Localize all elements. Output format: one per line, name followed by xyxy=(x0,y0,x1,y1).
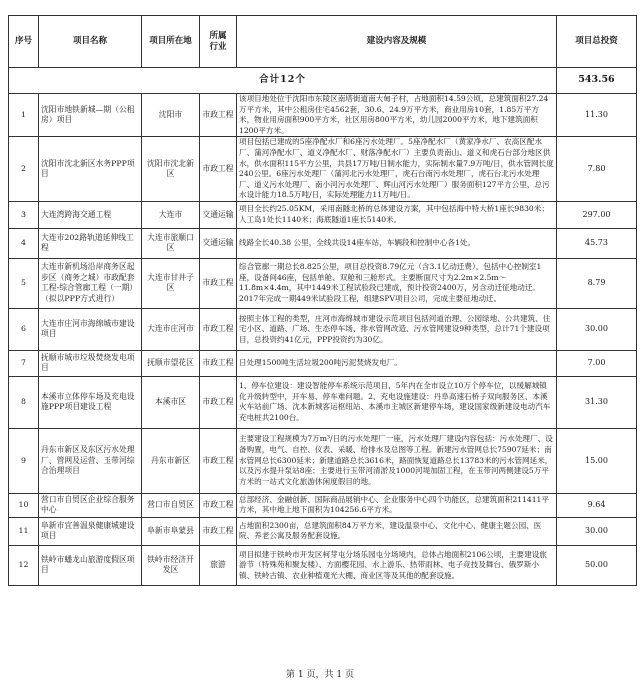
table-row xyxy=(9,428,637,493)
project-content: 线路全长40.38 公里，全线共设14座车站，车辆段和控制中心各1处。 xyxy=(237,228,557,258)
project-location: 阜新市阜蒙县 xyxy=(142,517,200,545)
project-location: 丹东市新区 xyxy=(142,428,200,493)
project-location: 营口市自贸区 xyxy=(142,493,200,517)
project-industry: 市政工程 xyxy=(200,517,237,545)
row-number: 10 xyxy=(9,493,39,517)
table-row xyxy=(9,228,637,258)
project-location: 大连市庄河市 xyxy=(142,308,200,350)
project-investment: 297.00 xyxy=(557,201,637,228)
project-location: 大连市 xyxy=(142,201,200,228)
project-content: 占地面积2300亩，总建筑面积84万平方米，建设温泉中心、文化中心、健康主题公园、医院、养老公寓及服务配套设施。 xyxy=(237,517,557,545)
table-row xyxy=(9,517,637,545)
project-industry: 市政工程 xyxy=(200,258,237,308)
table-row xyxy=(9,308,637,350)
table-row xyxy=(9,201,637,228)
project-content: 项目拟建于铁岭市开发区柯芽屯分场乐园屯分场境内，总体占地面积2106公顷，主要建设旅游节（特殊苑和聚友楼）、方面樱花园、水上游乐、热带雨林、电子竞技及舞台、俄罗斯小镇、铁岭古镇、农业种植观光大棚、商业区等及其他的配套设施。 xyxy=(237,545,557,585)
project-name: 大连市新机场沿岸商务区起步区（商务之城）市政配套工程-综合管廊工程（一期）（拟以PPP方式进行） xyxy=(39,258,142,308)
project-content: 1、停车位建设：建设智能停车系统示范项目，5年内在全市设立10万个停车位，以缓解城镇化升级转型中，开车易、停车难问题。2、充电设施建设：丹阜高速石桥子双向服务区、本溪火车站前广场、沈本新城客运枢纽站、本溪市主城区新建停车场，建设国家级新建设电动汽车充电桩共2100台。 xyxy=(237,376,557,428)
project-investment: 7.80 xyxy=(557,137,637,202)
row-number: 11 xyxy=(9,517,39,545)
row-number: 1 xyxy=(9,94,39,137)
project-content: 总部经济、金融创新、国际商品展销中心、企业服务中心四个功能区，总建筑面积211411平方米，其中地上地下面积为104256.6平方米。 xyxy=(237,493,557,517)
project-name: 丹东市新区及东区污水处理厂、管网及运营、玉带河综合治理项目 xyxy=(39,428,142,493)
project-content: 综合管廊一期总长8.825公里，项目总投资8.79亿元（含3.1亿动迁费），包括中心控制室1座，设备间46座，包括单舱、双舱和三舱形式。主要断面尺寸为2.2m×2.5m～11.8m×4.4m，其中1449米工程试验段已建成，预计投资2400万，另含动迁征地动迁。2017年完成一期449米试验段工程，组建SPV项目公司，完成主要征地动迁。 xyxy=(237,258,557,308)
project-industry: 市政工程 xyxy=(200,137,237,202)
header-name: 项目名称 xyxy=(39,16,142,68)
project-investment: 50.00 xyxy=(557,545,637,585)
project-name: 大连市庄河市海绵城市建设项目 xyxy=(39,308,142,350)
row-number: 8 xyxy=(9,376,39,428)
row-number: 4 xyxy=(9,228,39,258)
header-industry: 所属 行业 xyxy=(200,16,237,68)
row-number: 9 xyxy=(9,428,39,493)
row-number: 2 xyxy=(9,137,39,202)
project-name: 抚顺市城市垃圾焚烧发电项目 xyxy=(39,350,142,376)
table-row xyxy=(9,545,637,585)
project-table xyxy=(8,15,637,586)
table-row xyxy=(9,376,637,428)
header-location: 项目所在地 xyxy=(142,16,200,68)
project-name: 本溪市立体停车场及充电设施PPP项目建设工程 xyxy=(39,376,142,428)
project-industry: 交通运输 xyxy=(200,201,237,228)
project-investment: 15.00 xyxy=(557,428,637,493)
project-investment: 8.79 xyxy=(557,258,637,308)
table-row xyxy=(9,137,637,202)
project-industry: 市政工程 xyxy=(200,376,237,428)
project-name: 营口市自贸区企业综合服务中心 xyxy=(39,493,142,517)
project-industry: 市政工程 xyxy=(200,493,237,517)
table-row xyxy=(9,493,637,517)
project-industry: 交通运输 xyxy=(200,228,237,258)
project-location: 沈阳市 xyxy=(142,94,200,137)
project-name: 阜新市宜善温泉健康城建设项目 xyxy=(39,517,142,545)
project-investment: 31.30 xyxy=(557,376,637,428)
project-investment: 7.00 xyxy=(557,350,637,376)
row-number: 7 xyxy=(9,350,39,376)
project-content: 主要建设工程规模为7万m³/日的污水处理厂一座，污水处理厂建设内容包括：污水处理厂、设备购置，电气、自控、仪表、采暖、给排水及总图等工程。新建污水管网总长75907延米；南水管网总长6300延米；新建道路总长3616米，路面恢复道路总长13783米的污水管网延米，以及污水提升泵站8座；主要进行玉带河清淤及1000河堤加固工程，在玉带河两侧建设5万平方米的一站式文化旅游休闲度假目的地。 xyxy=(237,428,557,493)
project-name: 大连湾跨海交通工程 xyxy=(39,201,142,228)
table-row xyxy=(9,350,637,376)
project-content: 项目包括已建成的5座净配水厂和6座污水处理厂。5座净配水厂（黄家净水厂、农高区配水厂、蒲河净配水厂、道义净配水厂、财落净配水厂）主要负责南山、道义和虎石台部分地区供水，供水面积115平方公里，共县17万吨/日制水能力，实际制水量7.9万吨/日，供水管网长度240公里。6座污水处理厂（蒲河北污水处理厂，虎石台南污水处理厂，虎石台北污水处理厂、道义污水处理厂、南小河污水处理厂、辉山河污水处理厂）服务面积127平方公里，总污水设计能力18.5万吨/日，实际处理能力11万吨/日。 xyxy=(237,137,557,202)
total-label: 合计12个 xyxy=(9,68,557,94)
project-location: 大连市甘井子区 xyxy=(142,258,200,308)
project-location: 大连市旅顺口区 xyxy=(142,228,200,258)
header-content: 建设内容及规模 xyxy=(237,16,557,68)
total-row xyxy=(9,68,637,94)
project-location: 沈阳市沈北新区 xyxy=(142,137,200,202)
project-name: 沈阳市沈北新区水务PPP项目 xyxy=(39,137,142,202)
project-industry: 市政工程 xyxy=(200,94,237,137)
project-content: 项目全长约25.05KM，采用南隧北桥的总体建设方案，其中包括海中特大桥1座长9830米；人工岛1处长1140米；海底隧道1座长5140米。 xyxy=(237,201,557,228)
project-location: 铁岭市经济开发区 xyxy=(142,545,200,585)
row-number: 12 xyxy=(9,545,39,585)
project-content: 按照主体工程的类型，庄河市海绵城市建设示范项目包括河道治理、公园绿地、公共建筑、住宅小区、道路、广场、生态停车场、排水管网改造、污水管网建设9种类型，总计71个建设项目，总投资约41亿元，PPP投资约为30亿。 xyxy=(237,308,557,350)
project-investment: 45.73 xyxy=(557,228,637,258)
header-no: 序号 xyxy=(9,16,39,68)
row-number: 5 xyxy=(9,258,39,308)
project-location: 本溪市区 xyxy=(142,376,200,428)
project-industry: 市政工程 xyxy=(200,308,237,350)
row-number: 6 xyxy=(9,308,39,350)
header-investment: 项目总投资 xyxy=(557,16,637,68)
project-location: 抚顺市望花区 xyxy=(142,350,200,376)
project-name: 大连市202路轨道延伸线工程 xyxy=(39,228,142,258)
project-investment: 9.64 xyxy=(557,493,637,517)
project-industry: 市政工程 xyxy=(200,428,237,493)
project-name: 沈阳市地铁新城—期（公租房）项目 xyxy=(39,94,142,137)
project-content: 该项目地处位于沈阳市东陵区南塔街道南大甸子村，占地面积14.59公顷，总建筑面积27.24万平方米，其中公租房住宅4562套，30.6、24.9万平方米，商业用房10套，1.85万平方米，物业用房面积900平方米，社区用房800平方米，幼儿园2000平方米，地下建筑面积1200平方米。 xyxy=(237,94,557,137)
project-investment: 30.00 xyxy=(557,308,637,350)
table-row xyxy=(9,94,637,137)
project-investment: 30.00 xyxy=(557,517,637,545)
project-investment: 11.30 xyxy=(557,94,637,137)
row-number: 3 xyxy=(9,201,39,228)
page-footer xyxy=(0,667,640,680)
table-row xyxy=(9,258,637,308)
header-row xyxy=(9,16,637,68)
total-value: 543.56 xyxy=(557,68,637,94)
project-content: 日处理1500吨生活垃圾200吨污泥焚烧发电厂。 xyxy=(237,350,557,376)
project-name: 铁岭市蟠龙山旅游度假区项目 xyxy=(39,545,142,585)
page-number: 第 1 页，共 1 页 xyxy=(286,670,354,680)
project-industry: 旅游 xyxy=(200,545,237,585)
project-industry: 市政工程 xyxy=(200,350,237,376)
